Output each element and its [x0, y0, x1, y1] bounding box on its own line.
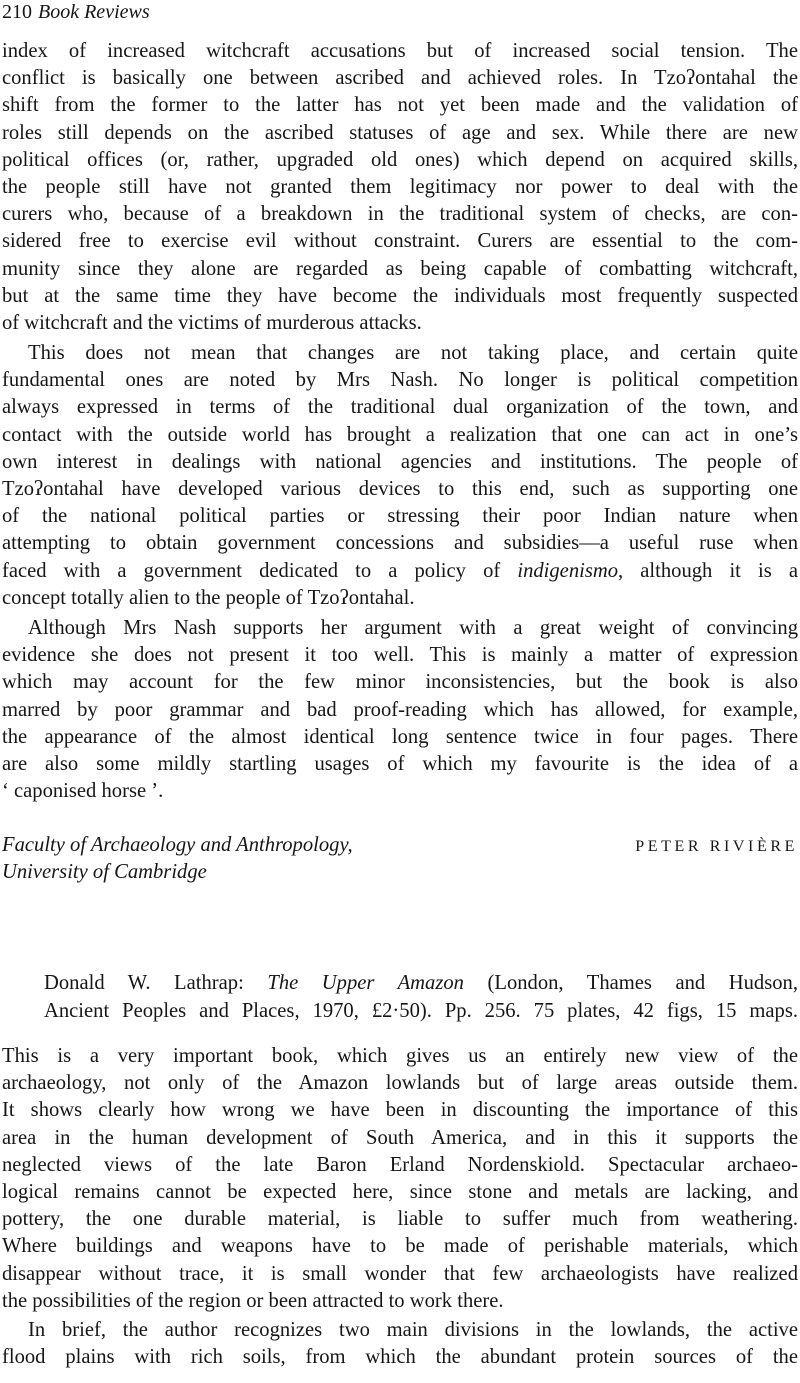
- review2-paragraph-2: [2, 1317, 798, 1371]
- text-line: curers who, because of a breakdown in the traditional system of checks, are con-: [2, 203, 798, 226]
- citation-author: Donald W. Lathrap:: [44, 972, 268, 994]
- text-line: attempting to obtain government concessions and subsidies—a useful ruse when: [2, 532, 798, 555]
- text-run: , although it is a: [618, 559, 798, 582]
- text-line: disappear without trace, it is small wonder that few archaeologists have realized: [2, 1262, 798, 1285]
- text-line: This does not mean that changes are not taking place, and certain quite: [28, 342, 798, 364]
- text-line: Tzoʔontahal have developed various devices to this end, such as supporting one: [2, 477, 798, 500]
- running-head: [2, 0, 150, 24]
- page-number: 210: [2, 1, 32, 23]
- text-line: munity since they alone are regarded as being capable of combatting witchcraft,: [2, 257, 798, 280]
- review1-paragraph-1: [2, 38, 798, 337]
- text-line: index of increased witchcraft accusations but of increased social tension. The: [2, 40, 798, 62]
- text-line: Where buildings and weapons have to be made of perishable materials, which: [2, 1235, 798, 1258]
- text-line: It shows clearly how wrong we have been in discounting the importance of this: [2, 1099, 798, 1122]
- text-line: shift from the former to the latter has not yet been made and the validation of: [2, 94, 798, 117]
- text-line: conflict is basically one between ascribed and achieved roles. In Tzoʔontahal the: [2, 67, 798, 90]
- review2-paragraph-1: [2, 1043, 798, 1315]
- text-line: ‘ caponised horse ’.: [2, 780, 164, 803]
- citation-line: Ancient Peoples and Places, 1970, £2·50). Pp. 256. 75 plates, 42 figs, 15 maps.: [44, 999, 798, 1022]
- text-line: In brief, the author recognizes two main divisions in the lowlands, the active: [28, 1319, 798, 1341]
- affiliation-line: Faculty of Archaeology and Anthropology,: [2, 834, 353, 856]
- text-line: sidered free to exercise evil without constraint. Curers are essential to the com-: [2, 230, 798, 253]
- reviewer-affiliation: [2, 832, 353, 886]
- text-line: the possibilities of the region or been attracted to work there.: [2, 1289, 504, 1312]
- text-line: fundamental ones are noted by Mrs Nash. No longer is political competition: [2, 369, 798, 392]
- text-run: faced with a government dedicated to a policy of: [2, 559, 518, 582]
- text-line: evidence she does not present it too well. This is mainly a matter of expression: [2, 644, 798, 667]
- book-citation: [44, 970, 798, 1025]
- citation-line: [44, 970, 798, 998]
- review1-paragraph-2: [2, 340, 798, 612]
- text-line: always expressed in terms of the traditional dual organization of the town, and: [2, 396, 798, 419]
- text-line: [2, 558, 798, 585]
- text-line: archaeology, not only of the Amazon lowlands but of large areas outside them.: [2, 1072, 798, 1095]
- text-line: Although Mrs Nash supports her argument with a great weight of convincing: [28, 617, 798, 639]
- text-line: pottery, the one durable material, is liable to suffer much from weathering.: [2, 1208, 798, 1231]
- book-title: The Upper Amazon: [267, 972, 464, 994]
- section-title: Book Reviews: [38, 1, 150, 23]
- text-line: are also some mildly startling usages of which my favourite is the idea of a: [2, 752, 798, 775]
- text-run: (London, Thames and Hudson,: [463, 972, 798, 994]
- text-line: flood plains with rich soils, from which the abundant protein sources of the: [2, 1346, 798, 1369]
- text-line: the people still have not granted them legitimacy nor power to deal with the: [2, 175, 798, 198]
- text-line: of the national political parties or stressing their poor Indian nature when: [2, 505, 798, 528]
- review1-paragraph-3: [2, 615, 798, 805]
- affiliation-line: University of Cambridge: [2, 861, 207, 883]
- text-line: roles still depends on the ascribed statuses of age and sex. While there are new: [2, 121, 798, 144]
- text-line: area in the human development of South America, and in this it supports the: [2, 1126, 798, 1149]
- text-line: but at the same time they have become the individuals most frequently suspected: [2, 284, 798, 307]
- text-line: political offices (or, rather, upgraded old ones) which depend on acquired skills,: [2, 148, 798, 171]
- text-line: the appearance of the almost identical long sentence twice in four pages. There: [2, 725, 798, 748]
- text-line: marred by poor grammar and bad proof-reading which has allowed, for example,: [2, 698, 798, 721]
- text-line: of witchcraft and the victims of murderous attacks.: [2, 311, 422, 334]
- text-line: This is a very important book, which gives us an entirely new view of the: [2, 1045, 798, 1067]
- text-line: concept totally alien to the people of Tzoʔontahal.: [2, 586, 415, 609]
- italic-term: indigenismo: [517, 559, 619, 582]
- text-line: which may account for the few minor inconsistencies, but the book is also: [2, 671, 798, 694]
- text-line: own interest in dealings with national agencies and institutions. The people of: [2, 450, 798, 473]
- text-line: logical remains cannot be expected here, since stone and metals are lacking, and: [2, 1180, 798, 1203]
- text-line: neglected views of the late Baron Erland Nordenskiold. Spectacular archaeo-: [2, 1153, 798, 1176]
- reviewer-name: PETER RIVIÈRE: [635, 838, 798, 855]
- text-line: contact with the outside world has brought a realization that one can act in one’s: [2, 423, 798, 446]
